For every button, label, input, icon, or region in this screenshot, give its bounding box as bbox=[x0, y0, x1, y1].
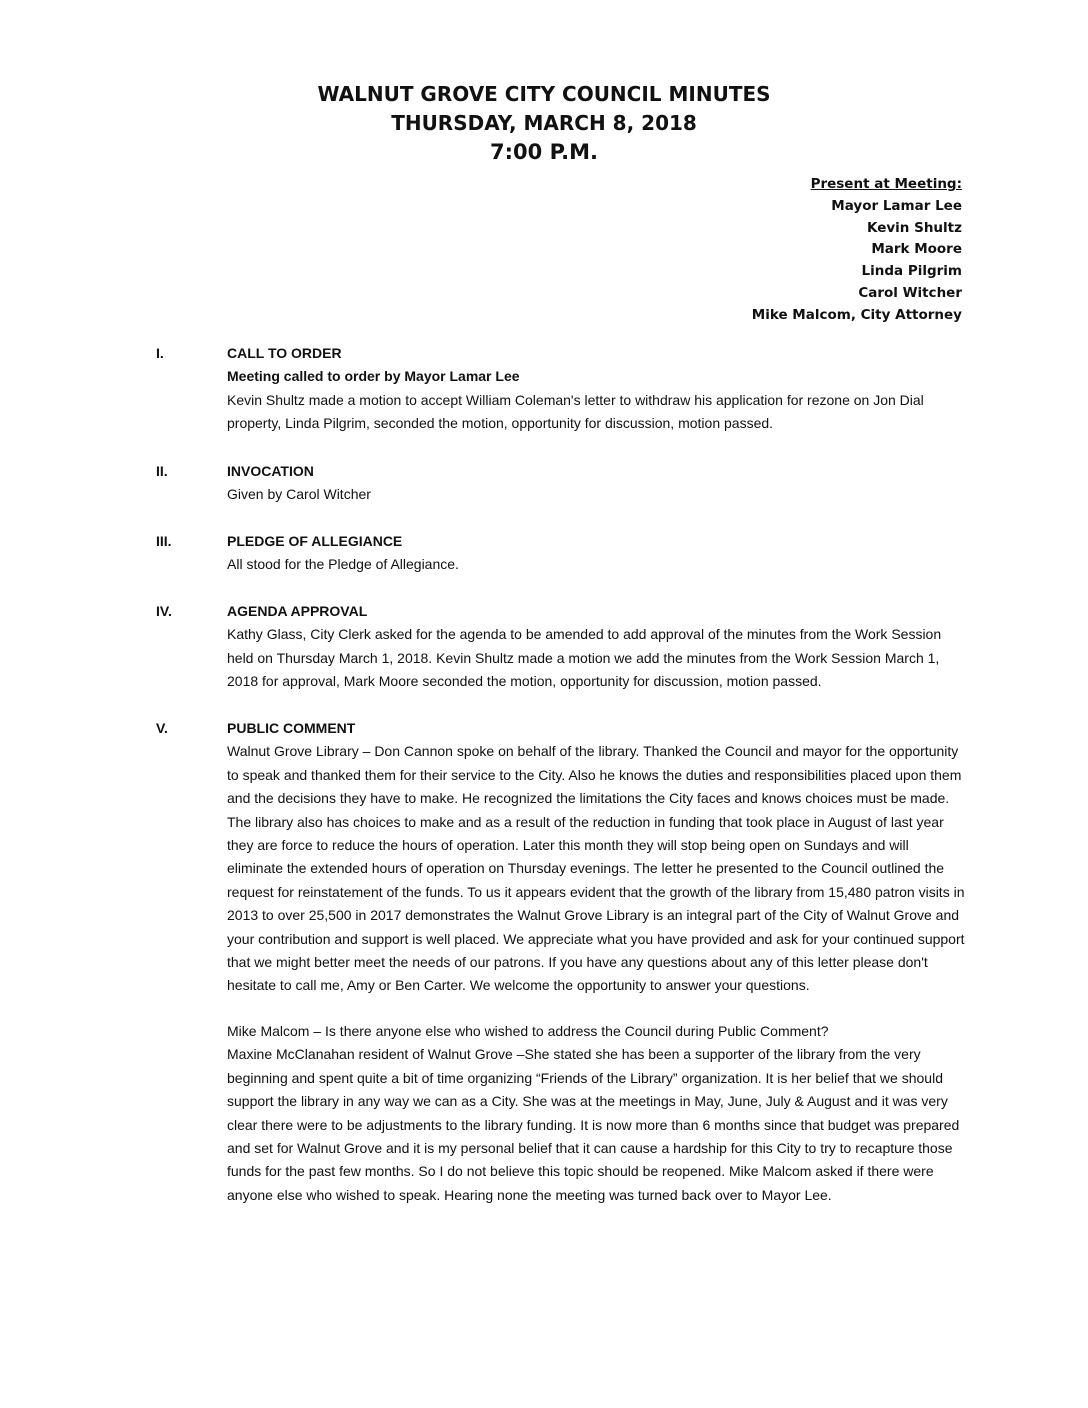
section-content bbox=[227, 530, 967, 577]
paragraph-spacer bbox=[227, 998, 967, 1020]
section-content bbox=[227, 600, 967, 694]
meeting-date: THURSDAY, MARCH 8, 2018 bbox=[391, 111, 697, 135]
section-paragraph: Kevin Shultz made a motion to accept William Coleman's letter to withdraw his application for rezone on Jon Dial property, Linda Pilgrim, seconded the motion, opportunity for discussion, motion passed. bbox=[227, 391, 924, 432]
section-paragraph: Given by Carol Witcher bbox=[227, 486, 371, 503]
document-header bbox=[0, 80, 1088, 167]
attendee-name: Carol Witcher bbox=[858, 284, 962, 301]
section-numeral: III. bbox=[156, 533, 172, 549]
section-title: INVOCATION bbox=[227, 463, 314, 479]
section-numeral: IV. bbox=[156, 603, 172, 619]
attendee-name: Mike Malcom, City Attorney bbox=[751, 306, 962, 323]
attendee-name: Mark Moore bbox=[871, 241, 962, 258]
section-numeral: II. bbox=[156, 463, 168, 479]
section-title: PUBLIC COMMENT bbox=[227, 720, 356, 736]
section-content bbox=[227, 342, 967, 436]
section-paragraph: Kathy Glass, City Clerk asked for the agenda to be amended to add approval of the minutes from the Work Session held on Thursday March 1, 2018. Kevin Shultz made a motion we add the minutes from the Work Session March 1, 2018 for approval, Mark Moore seconded the motion, opportunity for discussion, motion passed. bbox=[227, 626, 942, 690]
section-numeral: I. bbox=[156, 345, 164, 361]
section-title: CALL TO ORDER bbox=[227, 345, 342, 361]
attendee-name: Mayor Lamar Lee bbox=[831, 197, 962, 214]
section-numeral: V. bbox=[156, 720, 168, 736]
section-paragraph: Walnut Grove Library – Don Cannon spoke on behalf of the library. Thanked the Council and mayor for the opportunity to speak and thanked them for their service to the City. Also he knows the duties and responsibilities placed upon them and the decisions they have to make. He recognized the limitations the City faces and knows choices must be made. The library also has choices to make and as a result of the reduction in funding that took place in August of last year they are force to reduce the hours of operation. Later this month they will stop being open on Sundays and will eliminate the extended hours of operation on Thursday evenings. The letter he presented to the Council outlined the request for reinstatement of the funds. To us it appears evident that the growth of the library from 15,480 patron visits in 2013 to over 25,500 in 2017 demonstrates the Walnut Grove Library is an integral part of the City of Walnut Grove and your contribution and support is well placed. We appreciate what you have provided and ask for your continued support that we might better meet the needs of our patrons. If you have any questions about any of this letter please don't hesitate to call me, Amy or Ben Carter. We welcome the opportunity to answer your questions. bbox=[227, 743, 965, 994]
section-title: PLEDGE OF ALLEGIANCE bbox=[227, 533, 403, 549]
section-title: AGENDA APPROVAL bbox=[227, 603, 368, 619]
document-title: WALNUT GROVE CITY COUNCIL MINUTES bbox=[317, 82, 771, 106]
attendee-name: Kevin Shultz bbox=[866, 219, 962, 236]
meeting-time: 7:00 P.M. bbox=[490, 140, 598, 164]
section-paragraph: Mike Malcom – Is there anyone else who wished to address the Council during Public Comment? Maxine McClanahan resident of Walnut Grove –She stated she has been a supporter of the library from the very beginning and spent quite a bit of time organizing “Friends of the Library” organization. It is her belief that we should support the library in any way we can as a City. She was at the meetings in May, June, July & August and it was very clear there were to be adjustments to the library funding. It is now more than 6 months since that budget was prepared and set for Walnut Grove and it is my personal belief that it can cause a hardship for this City to try to recapture those funds for the past few months. So I do not believe this topic should be reopened. Mike Malcom asked if there were anyone else who wished to speak. Hearing none the meeting was turned back over to Mayor Lee. bbox=[227, 1022, 960, 1203]
section-content bbox=[227, 460, 967, 507]
section-content bbox=[227, 717, 967, 1207]
attendance-list bbox=[752, 174, 962, 327]
attendee-name: Linda Pilgrim bbox=[861, 263, 962, 280]
section-subtitle: Meeting called to order by Mayor Lamar Lee bbox=[227, 368, 520, 385]
attendance-heading: Present at Meeting: bbox=[810, 176, 962, 192]
section-paragraph: All stood for the Pledge of Allegiance. bbox=[227, 556, 459, 573]
